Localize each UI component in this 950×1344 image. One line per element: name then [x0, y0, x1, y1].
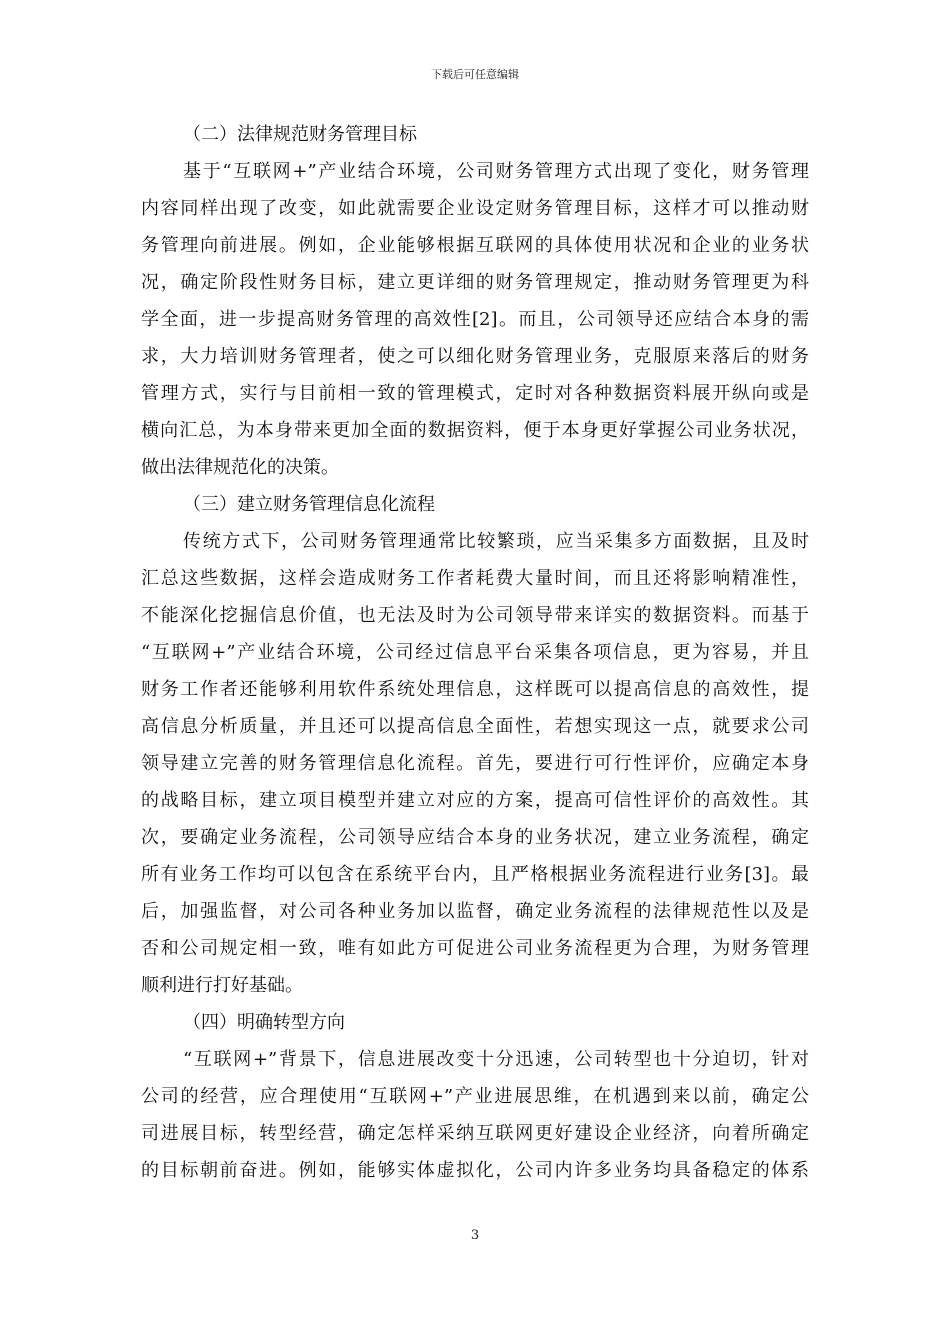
paragraph-line: 横向汇总，为本身带来更加全面的数据资料，便于本身更好掌握公司业务状况， — [141, 420, 809, 441]
paragraph-line: 况，确定阶段性财务目标，建立更详细的财务管理规定，推动财务管理更为科 — [141, 272, 809, 293]
page-number: 3 — [470, 1228, 480, 1243]
paragraph-line: 后，加强监督，对公司各种业务加以监督，确定业务流程的法律规范性以及是 — [141, 901, 809, 922]
paragraph-line: 求，大力培训财务管理者，使之可以细化财务管理业务，克服原来落后的财务 — [141, 346, 809, 367]
document-body — [141, 116, 809, 1189]
paragraph-line: 学全面，进一步提高财务管理的高效性[2]。而且，公司领导还应结合本身的需 — [141, 309, 809, 330]
paragraph-line: 做出法律规范化的决策。 — [141, 457, 339, 478]
paragraph-line: 公司的经营，应合理使用“互联网+”产业进展思维，在机遇到来以前，确定公 — [141, 1086, 809, 1107]
paragraph-line: 不能深化挖掘信息价值，也无法及时为公司领导带来详实的数据资料。而基于 — [141, 605, 809, 626]
paragraph-line: 的战略目标，建立项目模型并建立对应的方案，提高可信性评价的高效性。其 — [141, 790, 809, 811]
section-heading: （四）明确转型方向 — [183, 1012, 345, 1033]
paragraph-line: 的目标朝前奋进。例如，能够实体虚拟化，公司内许多业务均具备稳定的体系 — [141, 1160, 809, 1181]
paragraph-line: 否和公司规定相一致，唯有如此方可促进公司业务流程更为合理，为财务管理 — [141, 938, 809, 959]
paragraph-line: 管理方式，实行与目前相一致的管理模式，定时对各种数据资料展开纵向或是 — [141, 383, 809, 404]
paragraph-line: 高信息分析质量，并且还可以提高信息全面性，若想实现这一点，就要求公司 — [141, 716, 809, 737]
paragraph-line: 次，要确定业务流程，公司领导应结合本身的业务状况，建立业务流程，确定 — [141, 827, 809, 848]
paragraph-line: 基于“互联网+”产业结合环境，公司财务管理方式出现了变化，财务管理 — [183, 161, 809, 182]
paragraph-line: 所有业务工作均可以包含在系统平台内，且严格根据业务流程进行业务[3]。最 — [141, 864, 809, 885]
paragraph-line: 传统方式下，公司财务管理通常比较繁琐，应当采集多方面数据，且及时 — [183, 531, 809, 552]
section-heading: （二）法律规范财务管理目标 — [183, 124, 417, 145]
paragraph-line: 顺利进行打好基础。 — [141, 975, 303, 996]
page-header-note: 下载后可任意编辑 — [431, 68, 519, 81]
paragraph-line: “互联网+”背景下，信息进展改变十分迅速，公司转型也十分迫切，针对 — [183, 1049, 809, 1070]
paragraph-line: 内容同样出现了改变，如此就需要企业设定财务管理目标，这样才可以推动财 — [141, 198, 809, 219]
paragraph-line: 领导建立完善的财务管理信息化流程。首先，要进行可行性评价，应确定本身 — [141, 753, 809, 774]
section-heading: （三）建立财务管理信息化流程 — [183, 494, 435, 515]
paragraph-line: 汇总这些数据，这样会造成财务工作者耗费大量时间，而且还将影响精准性， — [141, 568, 809, 589]
paragraph-line: “互联网+”产业结合环境，公司经过信息平台采集各项信息，更为容易，并且 — [141, 642, 809, 663]
paragraph-line: 司进展目标，转型经营，确定怎样采纳互联网更好建设企业经济，向着所确定 — [141, 1123, 809, 1144]
paragraph-line: 财务工作者还能够利用软件系统处理信息，这样既可以提高信息的高效性，提 — [141, 679, 809, 700]
paragraph-line: 务管理向前进展。例如，企业能够根据互联网的具体使用状况和企业的业务状 — [141, 235, 809, 256]
